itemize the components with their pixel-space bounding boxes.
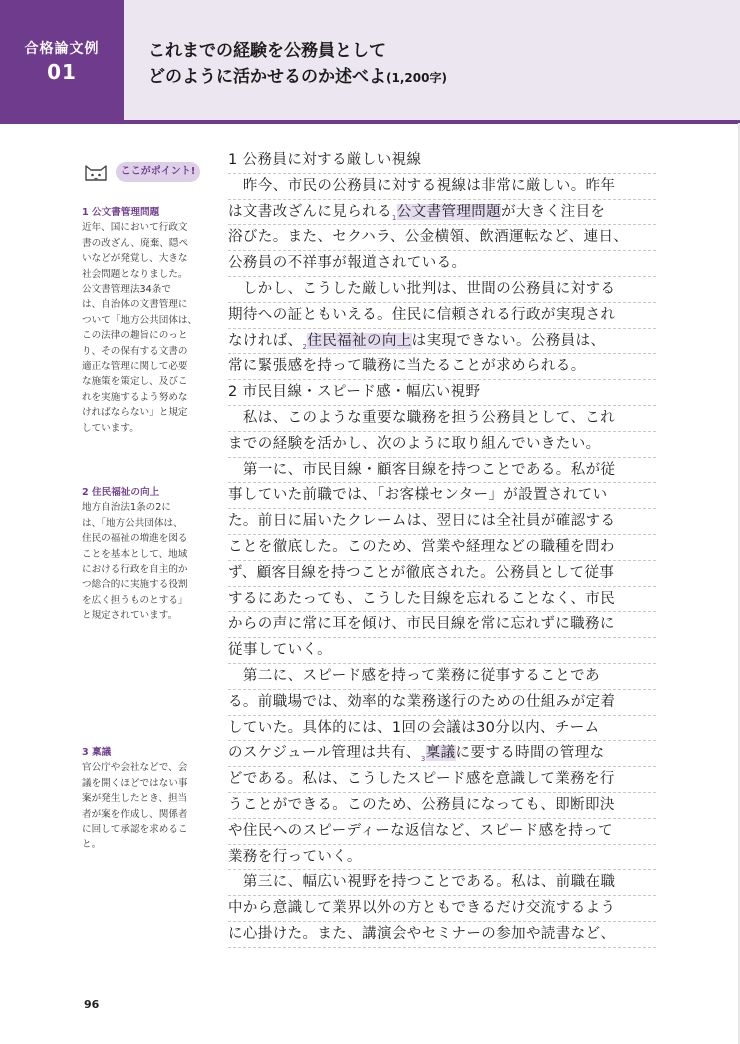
essay-body	[228, 148, 656, 948]
essay-line	[228, 561, 656, 587]
essay-line	[228, 587, 656, 613]
essay-line	[228, 793, 656, 819]
essay-text: していた。具体的には、1回の会議は30分以内、チーム	[228, 719, 600, 736]
essay-text: 第三に、幅広い視野を持つことである。私は、前職在職	[228, 874, 616, 891]
essay-text: 常に緊張感を持って職務に当たることが求められる。	[228, 358, 586, 375]
header-label-block	[0, 0, 124, 123]
note-line: における行政を自主的か	[82, 564, 188, 576]
note-line: を広く担うものとする」	[82, 594, 188, 606]
highlighted-term: 稟議	[425, 745, 456, 762]
note-line: 書の改ざん、廃棄、隠ぺ	[82, 237, 189, 249]
note-line: ければならない」と規定	[82, 407, 188, 419]
essay-text: 第一に、市民目線・顧客目線を持つことである。私が従	[228, 461, 616, 478]
essay-text: 公務員の不祥事が報道されている。	[228, 255, 467, 272]
note-line: な施策を策定し、及びこ	[82, 376, 188, 388]
note-title: 3 稟議	[82, 747, 112, 758]
essay-text: ず、顧客目線を持つことが徹底された。公務員として従事	[228, 564, 615, 581]
essay-line	[228, 664, 656, 690]
essay-text: 1 公務員に対する厳しい視線	[228, 152, 422, 168]
essay-text: するにあたっても、こうした目線を忘れることなく、市民	[228, 590, 616, 607]
essay-text: のスケジュール管理は共有、	[228, 745, 421, 762]
essay-line	[228, 612, 656, 638]
essay-line	[228, 174, 656, 200]
note-line: いなどが発覚し、大きな	[82, 253, 188, 265]
essay-text: る。前職場では、効率的な業務遂行のための仕組みが定着	[228, 693, 616, 710]
essay-text: 業務を行っていく。	[228, 848, 362, 865]
essay-line	[228, 767, 656, 793]
essay-line	[228, 896, 656, 922]
essay-text: どである。私は、こうしたスピード感を意識して業務を行	[228, 771, 615, 788]
footnote-marker: 2	[302, 342, 308, 351]
page-title	[148, 38, 447, 91]
note-line: 者が案を作成し、関係者	[82, 808, 188, 820]
note-line: ついて「地方公共団体は、	[82, 314, 198, 326]
essay-text: までの経験を活かし、次のように取り組んでいきたい。	[228, 435, 601, 452]
note-line: 住民の福祉の増進を図る	[82, 533, 188, 545]
essay-line	[228, 380, 656, 406]
essay-text: うことができる。このため、公務員になっても、即断即決	[228, 796, 615, 813]
essay-line	[228, 819, 656, 845]
essay-line	[228, 329, 656, 355]
essay-text: 事していた前職では、「お客様センター」が設置されてい	[228, 487, 608, 504]
essay-text: ことを徹底した。このため、営業や経理などの職種を問わ	[228, 538, 615, 555]
highlighted-term: 公文書管理問題	[396, 203, 502, 220]
note-1	[82, 205, 206, 436]
note-line: 社会問題となりました。	[82, 268, 188, 280]
note-line: ことを基本として、地域	[82, 548, 188, 560]
essay-text: からの声に常に耳を傾け、市民目線を常に忘れずに職務に	[228, 616, 615, 633]
essay-line	[228, 690, 656, 716]
header-label: 合格論文例	[24, 41, 100, 57]
title-line-1: これまでの経験を公務員として	[148, 41, 386, 61]
note-line: 近年、国において行政文	[82, 222, 188, 234]
footnote-marker: 3	[420, 755, 426, 764]
note-title: 2 住民福祉の向上	[82, 487, 160, 498]
essay-line	[228, 251, 656, 277]
essay-text: 従事していく。	[228, 642, 333, 659]
essay-line	[228, 483, 656, 509]
essay-text: しかし、こうした厳しい批判は、世間の公務員に対する	[228, 280, 616, 297]
note-line: この法律の趣旨にのっと	[82, 330, 188, 342]
title-line-2	[148, 64, 447, 91]
note-line: 案が発生したとき、担当	[82, 793, 188, 805]
note-line: と。	[82, 839, 102, 851]
note-line: は、「地方公共団体は、	[82, 517, 183, 529]
essay-text: 昨今、市民の公務員に対する視線は非常に厳しい。昨年	[228, 177, 616, 194]
note-3	[82, 745, 206, 853]
essay-text: 私は、このような重要な職務を担う公務員として、これ	[228, 409, 616, 426]
note-line: と規定されています。	[82, 610, 178, 622]
point-badge: ここがポイント!	[116, 162, 200, 182]
essay-text: が大きく注目を	[501, 203, 606, 220]
note-line: 議を開くほどではない事	[82, 777, 188, 789]
essay-line	[228, 354, 656, 380]
essay-text: は文書改ざんに見られる	[228, 203, 392, 220]
essay-line	[228, 741, 656, 767]
essay-line	[228, 432, 656, 458]
note-line: つ総合的に実施する役割	[82, 579, 188, 591]
essay-text: 2 市民目線・スピード感・幅広い視野	[228, 384, 481, 401]
essay-text: 第二に、スピード感を持って業務に従事することであ	[228, 667, 600, 684]
essay-line	[228, 509, 656, 535]
note-line: 公文書管理法34条で	[82, 284, 171, 296]
note-line: 官公庁や会社などで、会	[82, 762, 188, 774]
note-line: に回して承認を求めるこ	[82, 824, 188, 836]
essay-text: は実現できない。公務員は、	[411, 332, 606, 349]
essay-text: や住民へのスピーディーな返信など、スピード感を持って	[228, 822, 614, 839]
essay-text: に心掛けた。また、講演会やセミナーの参加や読書など、	[228, 925, 616, 942]
note-title: 1 公文書管理問題	[82, 207, 160, 218]
essay-text: なければ、	[228, 332, 303, 349]
essay-line	[228, 845, 656, 871]
essay-line	[228, 303, 656, 329]
essay-text: 中から意識して業界以外の方ともできるだけ交流するよう	[228, 900, 616, 917]
essay-line	[228, 148, 656, 174]
page-number: 96	[84, 998, 100, 1011]
header-rule	[0, 120, 740, 124]
essay-line	[228, 638, 656, 664]
essay-line	[228, 200, 656, 226]
title-line-2-text: どのように活かせるのか述べよ	[148, 67, 386, 87]
highlighted-term: 住民福祉の向上	[307, 332, 412, 349]
note-2	[82, 485, 206, 624]
essay-line	[228, 535, 656, 561]
note-line: 適正な管理に関して必要	[82, 361, 188, 373]
note-line: 地方自治法1条の2に	[82, 502, 171, 514]
footnote-marker: 1	[391, 213, 397, 222]
essay-line	[228, 406, 656, 432]
note-line: しています。	[82, 422, 139, 434]
essay-line	[228, 870, 656, 896]
note-line: れを実施するよう努めな	[82, 391, 188, 403]
essay-line	[228, 277, 656, 303]
header-number: 01	[47, 60, 77, 84]
cat-icon	[82, 160, 110, 184]
essay-line	[228, 922, 656, 948]
note-line: り、その保有する文書の	[82, 345, 188, 357]
note-line: は、自治体の文書管理に	[82, 299, 188, 311]
essay-text: 期待への証ともいえる。住民に信頼される行政が実現され	[228, 306, 616, 323]
essay-text: 浴びた。また、セクハラ、公金横領、飲酒運転など、連日、	[228, 229, 629, 246]
essay-line	[228, 458, 656, 484]
essay-text: た。前日に届いたクレームは、翌日には全社員が確認する	[228, 513, 616, 530]
essay-text: に要する時間の管理な	[455, 745, 605, 762]
point-header	[78, 158, 208, 186]
char-count: (1,200字)	[386, 71, 447, 85]
essay-line	[228, 716, 656, 742]
essay-line	[228, 225, 656, 251]
